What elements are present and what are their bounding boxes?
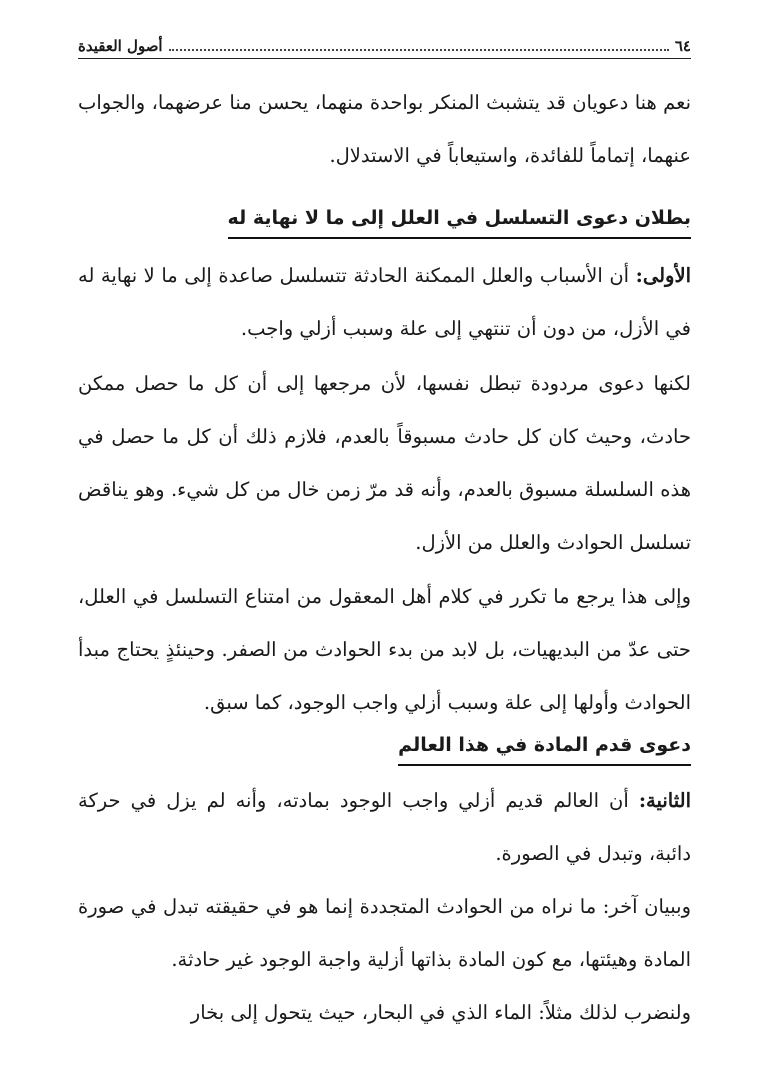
paragraph-first-claim — [78, 249, 691, 355]
header-dot-leader — [169, 49, 669, 51]
page-number: ٦٤ — [674, 37, 691, 55]
paragraph-example: ولنضرب لذلك مثلاً: الماء الذي في البحار، حيث يتحول إلى بخار — [190, 1001, 691, 1024]
section-heading-eternal-matter: دعوى قدم المادة في هذا العالم — [398, 730, 691, 766]
paragraph-elaboration: وببيان آخر: ما نراه من الحوادث المتجددة إنما هو في حقيقته تبدل في صورة المادة وهيئتها، مع كون المادة بذاتها أزلية واجبة الوجود غير حادثة. — [78, 895, 691, 971]
paragraph-second-claim — [78, 774, 691, 880]
paragraph-intro: نعم هنا دعويان قد يتشبث المنكر بواحدة منهما، يحسن منا عرضهما، والجواب عنهما، إتماماً للفائدة، واستيعاباً في الاستدلال. — [78, 91, 691, 167]
claim-label-first: الأولى: — [635, 264, 691, 287]
claim-text-first: أن الأسباب والعلل الممكنة الحادثة تتسلسل صاعدة إلى ما لا نهاية له في الأزل، من دون أن تنتهي إلى علة وسبب أزلي واجب. — [78, 264, 691, 340]
book-page — [78, 0, 691, 1085]
running-header — [78, 30, 691, 59]
book-title: أصول العقيدة — [78, 37, 163, 55]
claim-label-second: الثانية: — [638, 789, 691, 812]
paragraph-regress-impossibility: وإلى هذا يرجع ما تكرر في كلام أهل المعقول من امتناع التسلسل في العلل، حتى عدّ من البديهيات، بل لابد من بدء الحوادث من الصفر. وحينئذٍ يحتاج مبدأ الحوادث وأولها إلى علة وسبب أزلي واجب الوجود، كما سبق. — [78, 585, 691, 714]
claim-text-second: أن العالم قديم أزلي واجب الوجود بمادته، وأنه لم يزل في حركة دائبة، وتبدل في الصورة. — [78, 789, 691, 865]
paragraph-refutation: لكنها دعوى مردودة تبطل نفسها، لأن مرجعها إلى أن كل ما حصل ممكن حادث، وحيث كان كل حادث مسبوقاً بالعدم، فلازم ذلك أن كل ما حصل في هذه السلسلة مسبوق بالعدم، وأنه قد مرّ زمن خال من كل شيء. وهو يناقض تسلسل الحوادث والعلل من الأزل. — [78, 372, 691, 554]
section-heading-infinite-regress: بطلان دعوى التسلسل في العلل إلى ما لا نهاية له — [228, 203, 691, 239]
